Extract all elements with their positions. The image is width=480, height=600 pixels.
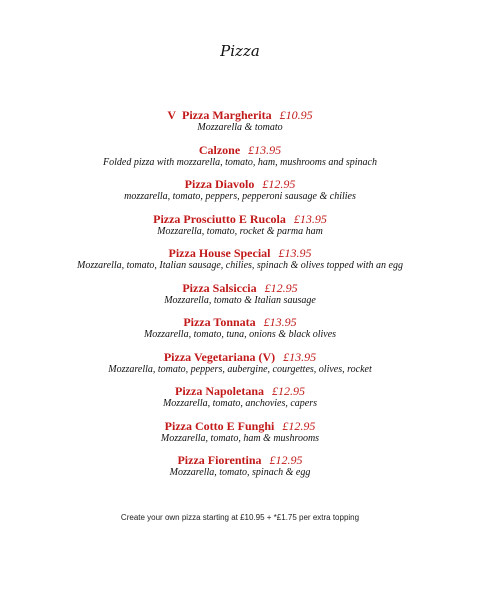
menu-item-description: mozzarella, tomato, peppers, pepperoni sausage & chilies	[124, 191, 356, 202]
menu-item-heading	[0, 453, 480, 467]
menu-item-name: Pizza Tonnata	[183, 315, 256, 329]
menu-item-price: £10.95	[279, 108, 313, 122]
menu-item-price: £12.95	[269, 453, 303, 467]
menu-item-name: Pizza Fiorentina	[177, 453, 262, 467]
menu-item-name: Pizza Napoletana	[175, 384, 264, 398]
menu-item-heading	[0, 177, 480, 191]
menu-item-price: £13.95	[293, 211, 327, 226]
menu-item-description: Mozzarella, tomato, ham & mushrooms	[160, 432, 320, 444]
vegetarian-marker: V	[167, 108, 177, 122]
menu-item-heading	[0, 281, 480, 295]
menu-item-description: Mozzarella, tomato, spinach & egg	[169, 467, 311, 478]
menu-item	[0, 212, 480, 247]
menu-item-name: Pizza Salsiccia	[182, 280, 257, 295]
menu-item	[0, 246, 480, 281]
menu-item-price: £13.95	[283, 349, 317, 364]
menu-item-description: Mozzarella, tomato, anchovies, capers	[162, 398, 318, 409]
menu-item-heading	[0, 419, 480, 433]
menu-item-price: £12.95	[272, 384, 305, 398]
menu-item-price: £12.95	[282, 418, 316, 433]
menu-item	[0, 143, 480, 178]
menu-item-name: Pizza Diavolo	[184, 177, 255, 191]
menu-item	[0, 419, 480, 454]
menu-list	[0, 108, 480, 488]
menu-item	[0, 350, 480, 385]
page-title: Pizza	[220, 42, 260, 60]
menu-item-name: Pizza Margherita	[182, 108, 272, 122]
menu-item	[0, 453, 480, 488]
menu-item-heading	[0, 108, 480, 122]
menu-item-price: £12.95	[262, 177, 296, 191]
menu-item-heading	[0, 246, 480, 260]
menu-item	[0, 281, 480, 316]
menu-item-name: Pizza Vegetariana (V)	[163, 349, 276, 364]
menu-item-price: £13.95	[278, 246, 312, 260]
menu-item	[0, 108, 480, 143]
menu-item-name: Pizza House Special	[168, 246, 271, 260]
menu-item-name: Pizza Cotto E Funghi	[164, 418, 275, 433]
custom-pizza-note: Create your own pizza starting at £10.95 + *£1.75 per extra topping	[120, 513, 360, 522]
menu-item-description: Mozzarella, tomato, tuna, onions & black olives	[143, 329, 337, 340]
menu-item-description: Mozzarella & tomato	[197, 122, 283, 133]
menu-item-heading	[0, 315, 480, 329]
menu-item-heading	[0, 143, 480, 157]
menu-item-name: Pizza Prosciutto E Rucola	[153, 211, 286, 226]
menu-item	[0, 315, 480, 350]
menu-item-description: Mozzarella, tomato, rocket & parma ham	[157, 225, 323, 237]
menu-item	[0, 384, 480, 419]
menu-item-heading	[0, 384, 480, 398]
menu-item-heading	[0, 350, 480, 364]
menu-item-description: Mozzarella, tomato, peppers, aubergine, courgettes, olives, rocket	[108, 363, 372, 375]
menu-item-name: Calzone	[198, 142, 241, 157]
menu-item-description: Folded pizza with mozzarella, tomato, ham, mushrooms and spinach	[103, 156, 377, 168]
menu-item-price: £13.95	[248, 142, 282, 157]
menu-item-description: Mozzarella, tomato & Italian sausage	[164, 294, 316, 306]
menu-item-heading	[0, 212, 480, 226]
menu-item-price: £13.95	[263, 315, 297, 329]
menu-item-price: £12.95	[264, 280, 298, 295]
menu-item	[0, 177, 480, 212]
menu-item-description: Mozzarella, tomato, Italian sausage, chilies, spinach & olives topped with an egg	[77, 260, 403, 271]
